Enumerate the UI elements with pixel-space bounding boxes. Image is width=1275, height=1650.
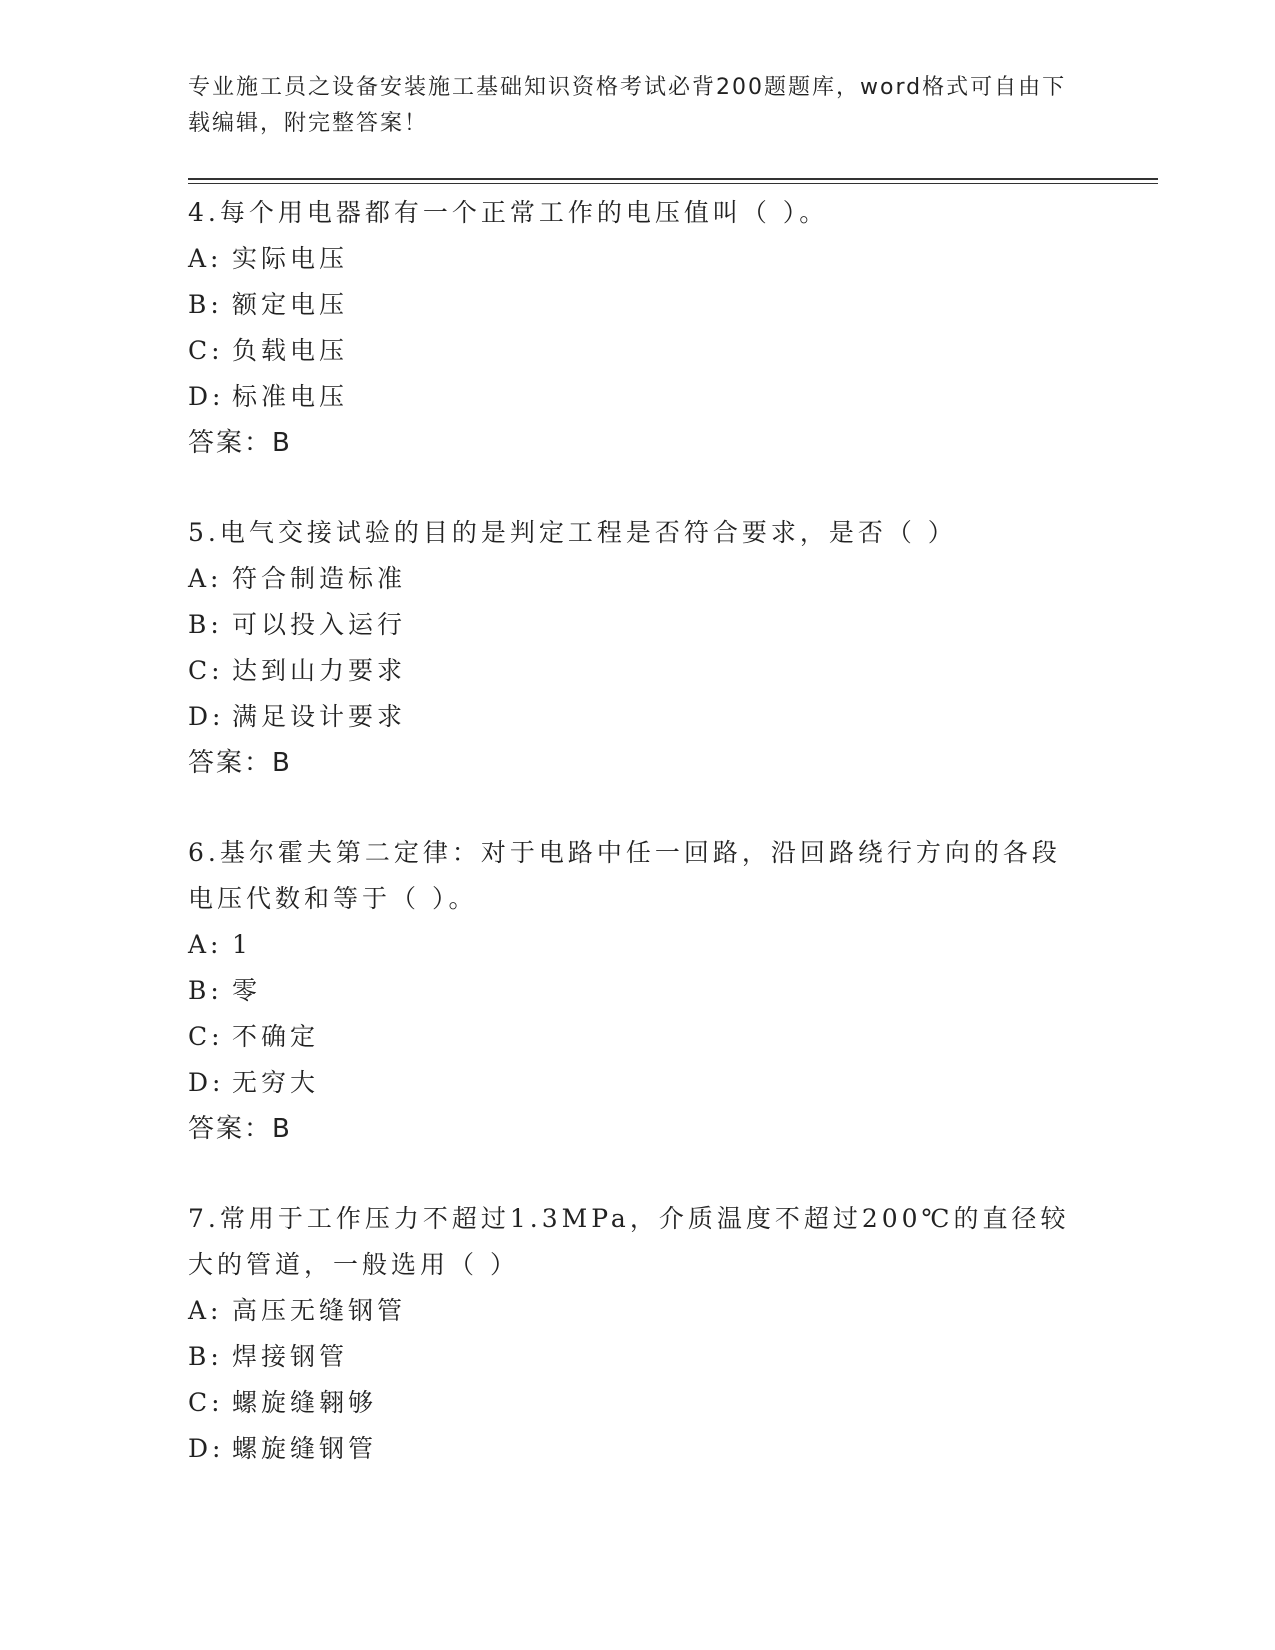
option-text: 高压无缝钢管 [232, 1296, 407, 1325]
option-letter: D: [188, 1068, 225, 1097]
option-letter: B: [188, 976, 223, 1005]
question-5 [188, 510, 1088, 786]
option-text: 螺旋缝钢管 [232, 1434, 378, 1463]
option-c [188, 1380, 1088, 1426]
option-d [188, 1060, 1088, 1106]
option-d [188, 374, 1088, 420]
option-text: 额定电压 [232, 290, 349, 319]
answer-line: 答案：B [188, 748, 292, 778]
question-stem: 5.电气交接试验的目的是判定工程是否符合要求，是否（ ） [188, 518, 957, 547]
answer-line: 答案：B [188, 1114, 292, 1144]
option-text: 标准电压 [232, 382, 349, 411]
option-c [188, 328, 1088, 374]
option-text: 可以投入运行 [232, 610, 407, 639]
option-letter: C: [188, 1022, 224, 1051]
question-list [188, 190, 1088, 1516]
option-a [188, 556, 1088, 602]
option-text: 符合制造标准 [232, 564, 407, 593]
option-text: 无穷大 [232, 1068, 320, 1097]
option-c [188, 1014, 1088, 1060]
option-d [188, 1426, 1088, 1472]
option-letter: D: [188, 702, 225, 731]
option-letter: B: [188, 290, 223, 319]
option-letter: A: [188, 930, 223, 959]
question-6 [188, 830, 1088, 1152]
question-7 [188, 1196, 1088, 1472]
option-text: 达到山力要求 [232, 656, 407, 685]
question-stem: 6.基尔霍夫第二定律：对于电路中任一回路，沿回路绕行方向的各段电压代数和等于（ ）。 [188, 838, 1061, 913]
option-a [188, 1288, 1088, 1334]
option-text: 负载电压 [232, 336, 349, 365]
option-letter: C: [188, 336, 224, 365]
option-letter: B: [188, 610, 223, 639]
option-letter: A: [188, 564, 223, 593]
question-stem: 7.常用于工作压力不超过1.3MPa，介质温度不超过200℃的直径较大的管道，一般选用（ ） [188, 1204, 1070, 1279]
option-a [188, 922, 1088, 968]
option-letter: D: [188, 382, 225, 411]
header-rule-thick [188, 178, 1158, 180]
option-letter: C: [188, 656, 224, 685]
option-d [188, 694, 1088, 740]
question-4 [188, 190, 1088, 466]
option-c [188, 648, 1088, 694]
option-letter: D: [188, 1434, 225, 1463]
option-text: 零 [232, 976, 262, 1005]
option-text: 实际电压 [232, 244, 349, 273]
option-b [188, 282, 1088, 328]
document-header: 专业施工员之设备安装施工基础知识资格考试必背200题题库，word格式可自由下载编辑，附完整答案！ [188, 75, 1067, 136]
option-text: 满足设计要求 [232, 702, 407, 731]
header-rule-thin [188, 183, 1158, 184]
option-a [188, 236, 1088, 282]
option-text: 螺旋缝翱够 [232, 1388, 378, 1417]
option-b [188, 968, 1088, 1014]
option-text: 1 [232, 930, 252, 959]
option-letter: A: [188, 244, 223, 273]
option-b [188, 1334, 1088, 1380]
option-letter: C: [188, 1388, 224, 1417]
option-text: 焊接钢管 [232, 1342, 349, 1371]
option-b [188, 602, 1088, 648]
option-letter: A: [188, 1296, 223, 1325]
option-text: 不确定 [232, 1022, 320, 1051]
answer-line: 答案：B [188, 428, 292, 458]
question-stem: 4.每个用电器都有一个正常工作的电压值叫（ ）。 [188, 198, 829, 227]
option-letter: B: [188, 1342, 223, 1371]
